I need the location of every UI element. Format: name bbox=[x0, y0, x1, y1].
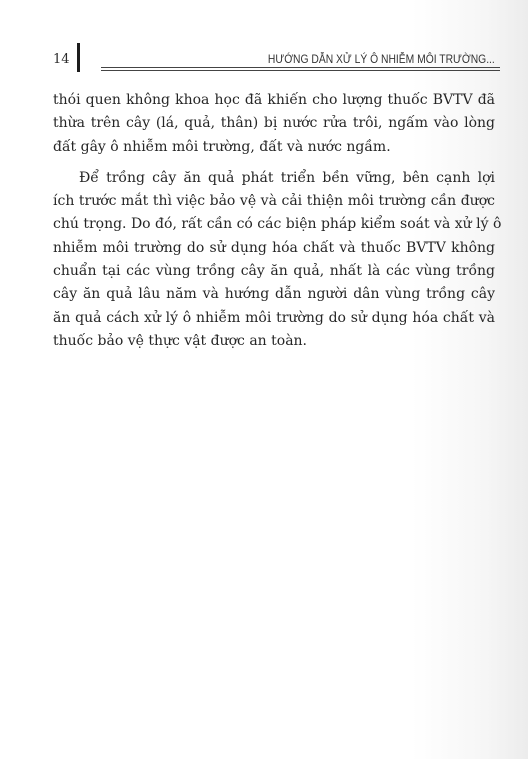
paragraph-gap bbox=[53, 159, 495, 167]
text-line: thuốc bảo vệ thực vật được an toàn. bbox=[53, 332, 308, 349]
paragraph-2 bbox=[53, 167, 502, 353]
page-header bbox=[0, 40, 528, 76]
text-line: đất gây ô nhiễm môi trường, đất và nước ngầm. bbox=[53, 138, 391, 155]
text-line: cây ăn quả lâu năm và hướng dẫn người dân vùng trồng cây bbox=[53, 286, 495, 303]
text-line: thói quen không khoa học đã khiến cho lượng thuốc BVTV đã bbox=[53, 92, 495, 108]
text-line: nhiễm môi trường do sử dụng hóa chất và thuốc BVTV không bbox=[53, 239, 495, 256]
header-rule-top bbox=[101, 67, 500, 68]
body-text bbox=[53, 89, 502, 353]
text-line: ăn quả cách xử lý ô nhiễm môi trường do sử dụng hóa chất và bbox=[53, 309, 495, 326]
text-line: thừa trên cây (lá, quả, thân) bị nước rửa trôi, ngấm vào lòng bbox=[53, 115, 495, 132]
header-rule-bottom bbox=[101, 70, 500, 71]
running-title: HƯỚNG DẪN XỬ LÝ Ô NHIỄM MÔI TRƯỜNG... bbox=[268, 52, 495, 66]
header-vertical-bar bbox=[77, 43, 80, 72]
text-line: chuẩn tại các vùng trồng cây ăn quả, nhất là các vùng trồng bbox=[53, 263, 495, 280]
text-line: Để trồng cây ăn quả phát triển bền vững, bên cạnh lợi bbox=[79, 169, 495, 186]
page-number: 14 bbox=[53, 52, 70, 67]
text-line: chú trọng. Do đó, rất cần có các biện pháp kiểm soát và xử lý ô bbox=[53, 216, 502, 233]
paragraph-1 bbox=[53, 89, 495, 159]
text-line: ích trước mắt thì việc bảo vệ và cải thiện môi trường cần được bbox=[53, 193, 495, 210]
